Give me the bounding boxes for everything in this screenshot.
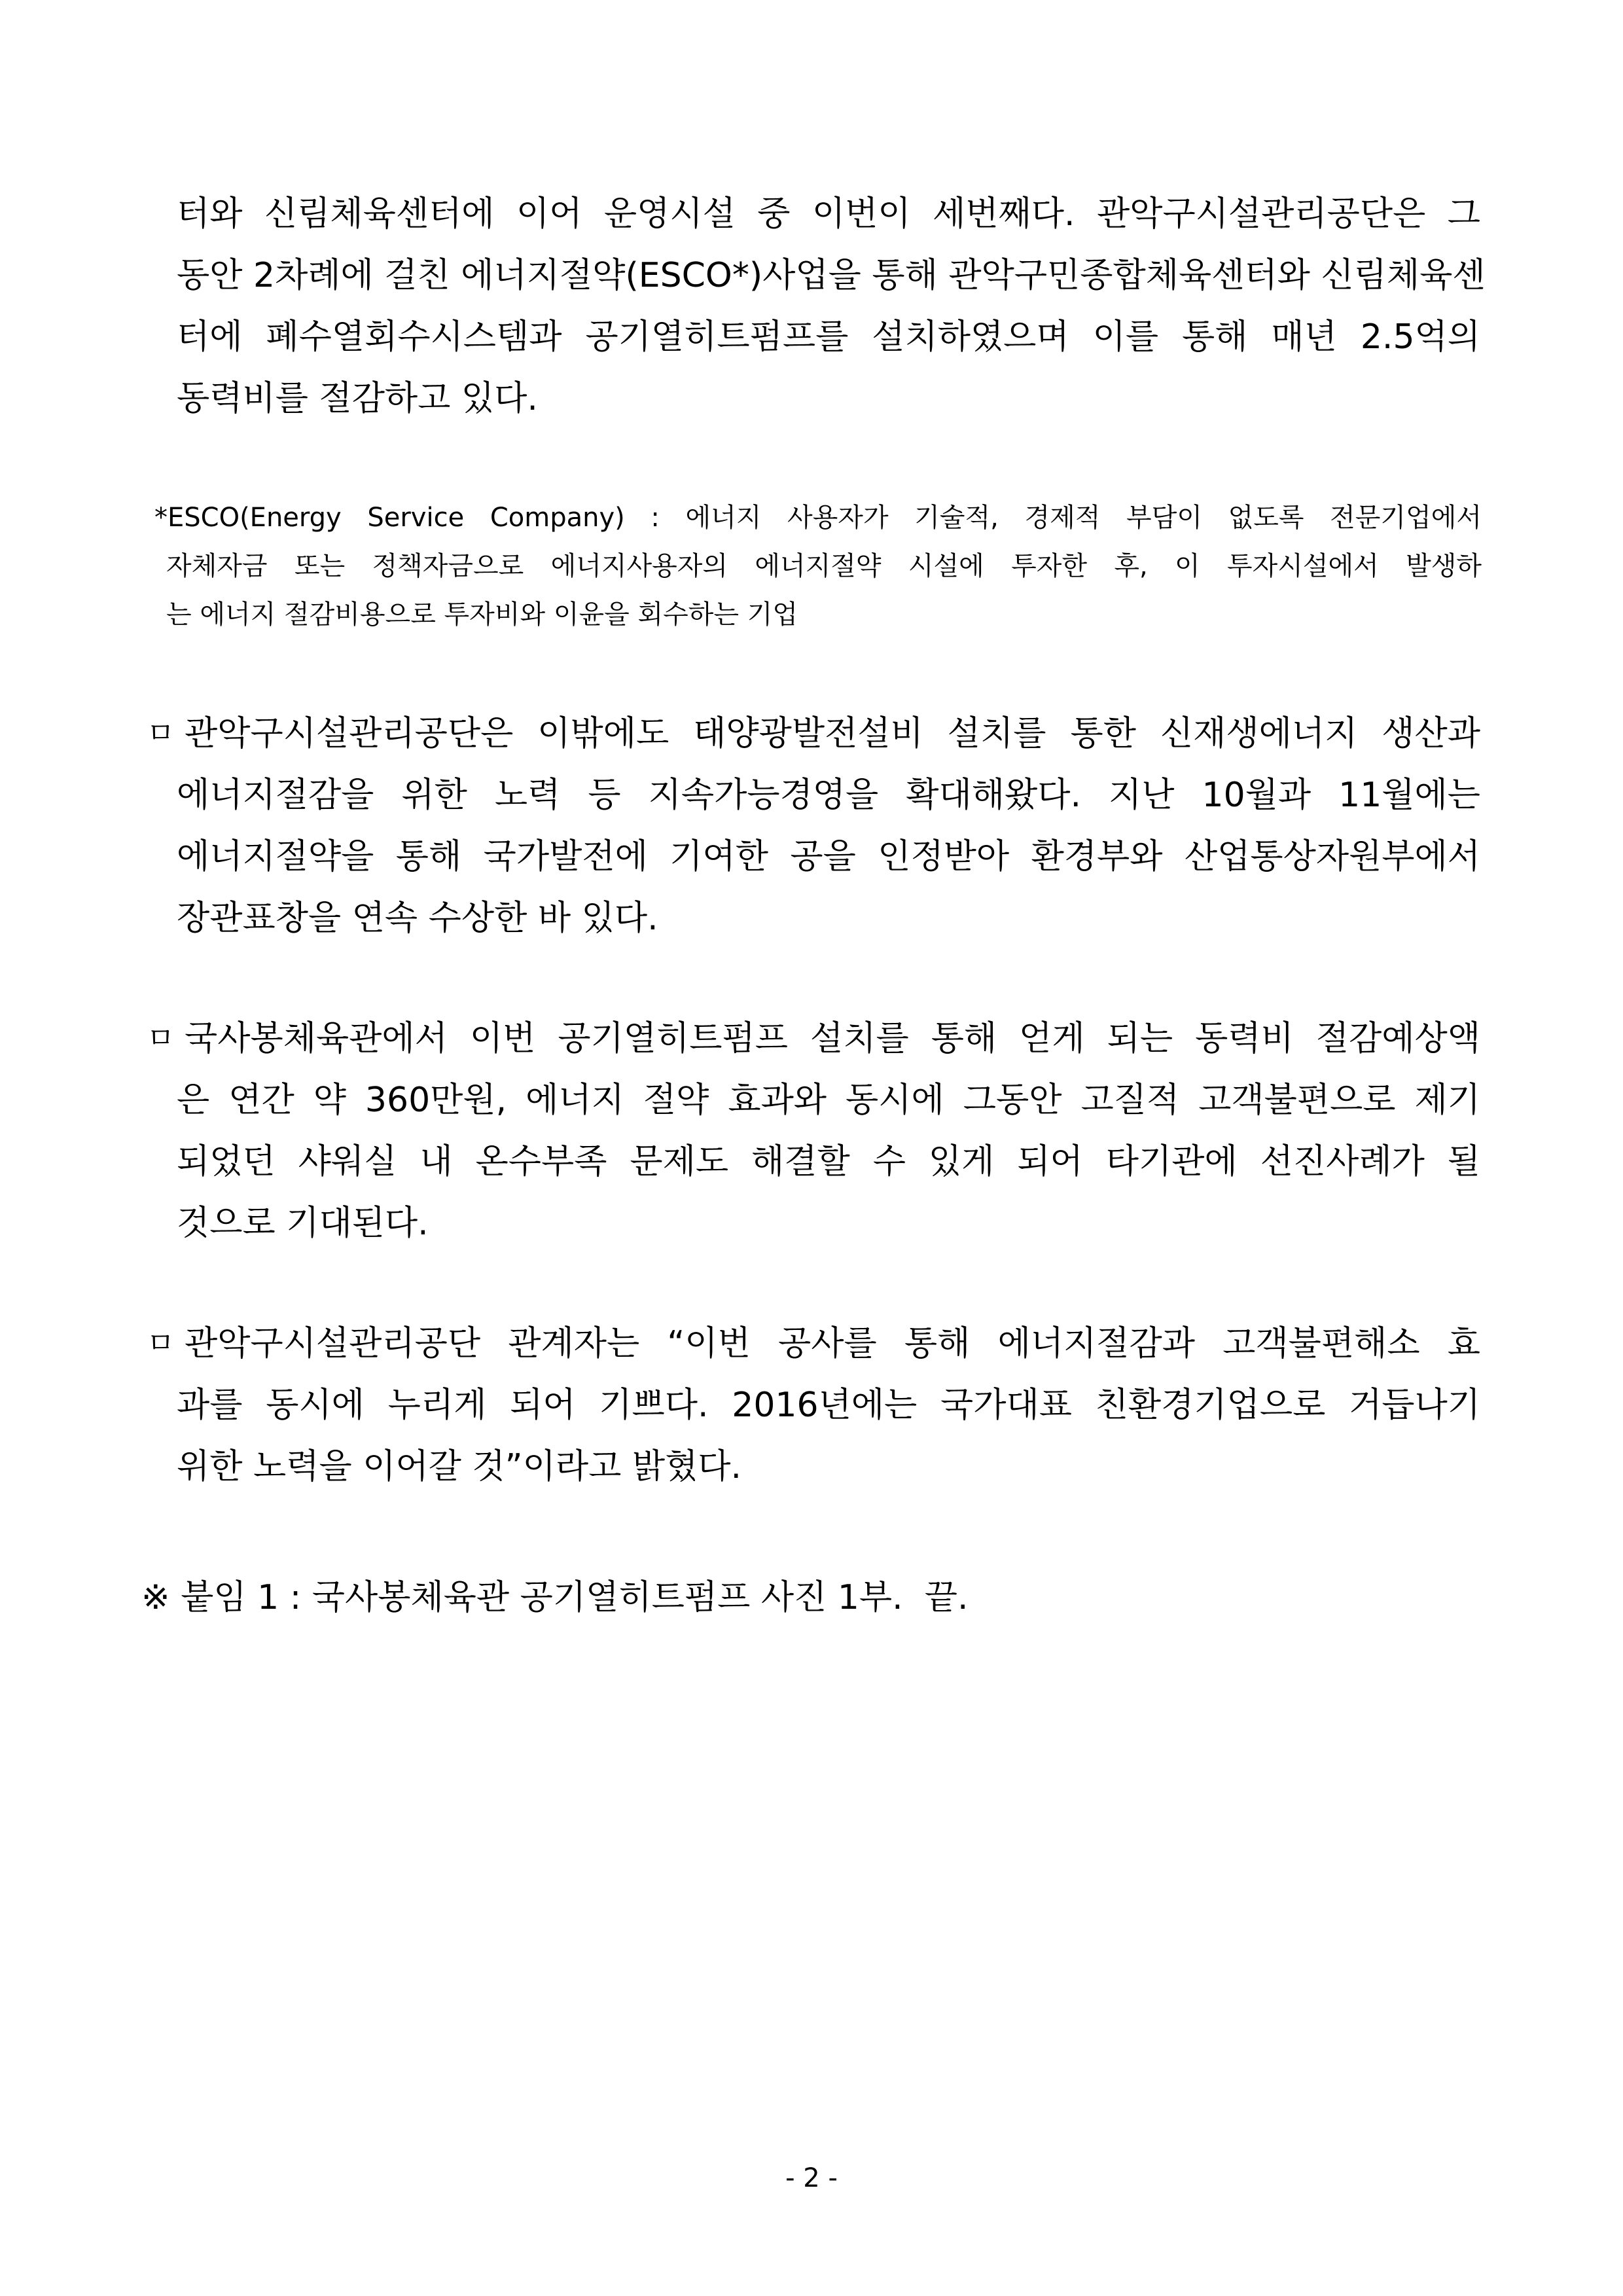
text-line: 국사봉체육관에서 이번 공기열히트펌프 설치를 통해 얻게 되는 동력비 절감예상액 [185,1019,1480,1058]
text-line: 터와 신림체육센터에 이어 운영시설 중 이번이 세번째다. 관악구시설관리공단은 그 [177,194,1480,234]
text-line: 에너지절약을 통해 국가발전에 기여한 공을 인정받아 환경부와 산업통상자원부에서 [177,837,1480,876]
text-line: 동안 2차례에 걸친 에너지절약(ESCO*)사업을 통해 관악구민종합체육센터와 신림체육센 [177,256,1486,295]
text-line: 장관표창을 연속 수상한 바 있다. [177,899,658,938]
square-bullet-icon: ㅁ [147,717,175,750]
text-line: 관악구시설관리공단 관계자는 “이번 공사를 통해 에너지절감과 고객불편해소 효 [185,1324,1480,1363]
page-number: - 2 - [785,2163,838,2193]
text-line: 에너지절감을 위한 노력 등 지속가능경영을 확대해왔다. 지난 10월과 11월에는 [177,776,1480,815]
text-line: 것으로 기대된다. [177,1204,429,1243]
attachment-note: ※ 붙임 1 : 국사봉체육관 공기열히트펌프 사진 1부. 끝. [141,1578,969,1617]
footnote-line: *ESCO(Energy Service Company) : 에너지 사용자가 기술적, 경제적 부담이 없도록 전문기업에서 [154,503,1482,533]
square-bullet-icon: ㅁ [147,1327,175,1360]
text-line: 관악구시설관리공단은 이밖에도 태양광발전설비 설치를 통한 신재생에너지 생산과 [185,714,1480,753]
text-line: 위한 노력을 이어갈 것”이라고 밝혔다. [177,1447,742,1486]
text-line: 과를 동시에 누리게 되어 기쁘다. 2016년에는 국가대표 친환경기업으로 거듭나기 [177,1386,1480,1425]
text-line: 은 연간 약 360만원, 에너지 절약 효과와 동시에 그동안 고질적 고객불편으로 제기 [177,1081,1480,1120]
square-bullet-icon: ㅁ [147,1022,175,1055]
footnote-line: 자체자금 또는 정책자금으로 에너지사용자의 에너지절약 시설에 투자한 후, 이 투자시설에서 발생하 [166,551,1482,581]
text-line: 동력비를 절감하고 있다. [177,379,538,418]
text-line: 되었던 샤워실 내 온수부족 문제도 해결할 수 있게 되어 타기관에 선진사례가 될 [177,1142,1480,1181]
text-line: 터에 폐수열회수시스템과 공기열히트펌프를 설치하였으며 이를 통해 매년 2.5억의 [177,317,1480,357]
footnote-line: 는 에너지 절감비용으로 투자비와 이윤을 회수하는 기업 [166,600,798,630]
